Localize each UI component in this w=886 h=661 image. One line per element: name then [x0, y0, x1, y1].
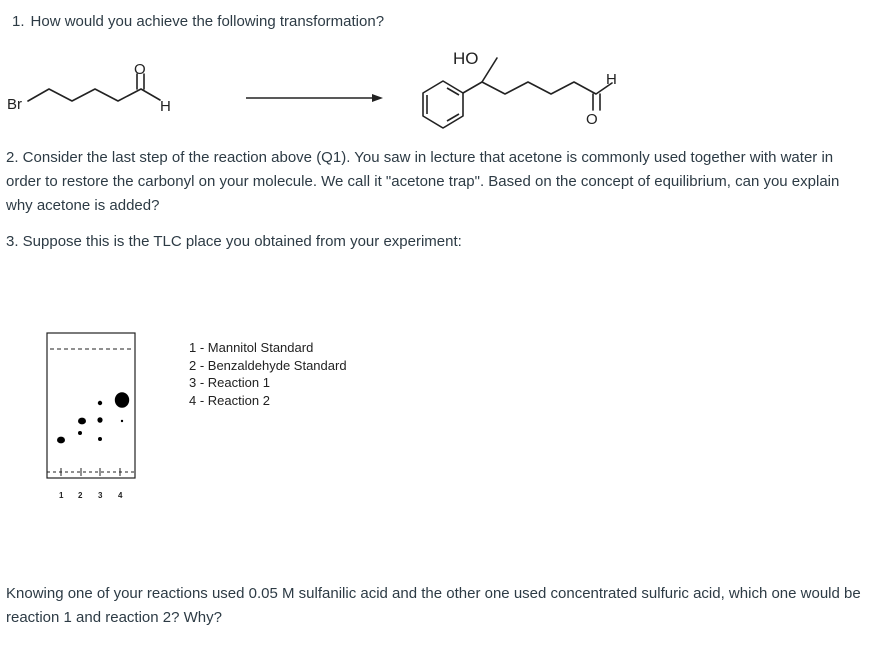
tlc-spot-lane3-c — [98, 437, 102, 441]
product-h-label: H — [606, 71, 617, 88]
legend-item: 3 - Reaction 1 — [189, 375, 270, 390]
tlc-plate — [40, 330, 140, 480]
tlc-lane-numbers — [54, 491, 134, 503]
tlc-spot-lane4-a — [115, 392, 129, 408]
product-chain — [463, 58, 612, 110]
tlc-spot-lane3-b — [97, 417, 102, 423]
question-2-text: 2. Consider the last step of the reaction above (Q1). You saw in lecture that acetone is commonly used together with water in order to restore the carbonyl on your molecule. We call it "acetone trap". Based on the concept of equilibrium, can you explain why acetone is added? — [6, 149, 840, 214]
lane-number-2: 2 — [78, 491, 83, 500]
reactant-h-label: H — [160, 98, 171, 115]
question-1-text: How would you achieve the following transformation? — [30, 13, 385, 30]
tlc-spot-lane1 — [57, 437, 65, 444]
lane-number-1: 1 — [59, 491, 64, 500]
product-ho-label: HO — [453, 49, 479, 68]
reactant-o-label: O — [134, 61, 146, 78]
legend-item: 4 - Reaction 2 — [189, 392, 270, 408]
question-3-follow-up: Knowing one of your reactions used 0.05 M sulfanilic acid and the other one used concentrated sulfuric acid, which one would be reaction 1 and reaction 2? Why? — [6, 585, 861, 626]
tlc-spot-lane4-b — [121, 420, 123, 422]
reaction-arrow — [246, 94, 383, 102]
product-benzene-ring — [423, 81, 463, 128]
tlc-spot-lane2-b — [78, 431, 82, 435]
tlc-legend — [189, 339, 347, 409]
tlc-spot-lane2-a — [78, 418, 86, 425]
product-o-label: O — [586, 111, 598, 128]
reactant-br-label: Br — [7, 96, 22, 113]
legend-item: 1 - Mannitol Standard — [189, 340, 314, 355]
question-3-text: 3. Suppose this is the TLC place you obtained from your experiment: — [6, 233, 462, 250]
lane-number-4: 4 — [118, 491, 123, 500]
tlc-spot-lane3-a — [98, 401, 102, 405]
legend-item: 2 - Benzaldehyde Standard — [189, 357, 347, 373]
reactant-structure — [28, 74, 160, 101]
reaction-scheme — [0, 0, 886, 140]
question-1-number: 1. — [12, 13, 25, 30]
lane-number-3: 3 — [98, 491, 103, 500]
